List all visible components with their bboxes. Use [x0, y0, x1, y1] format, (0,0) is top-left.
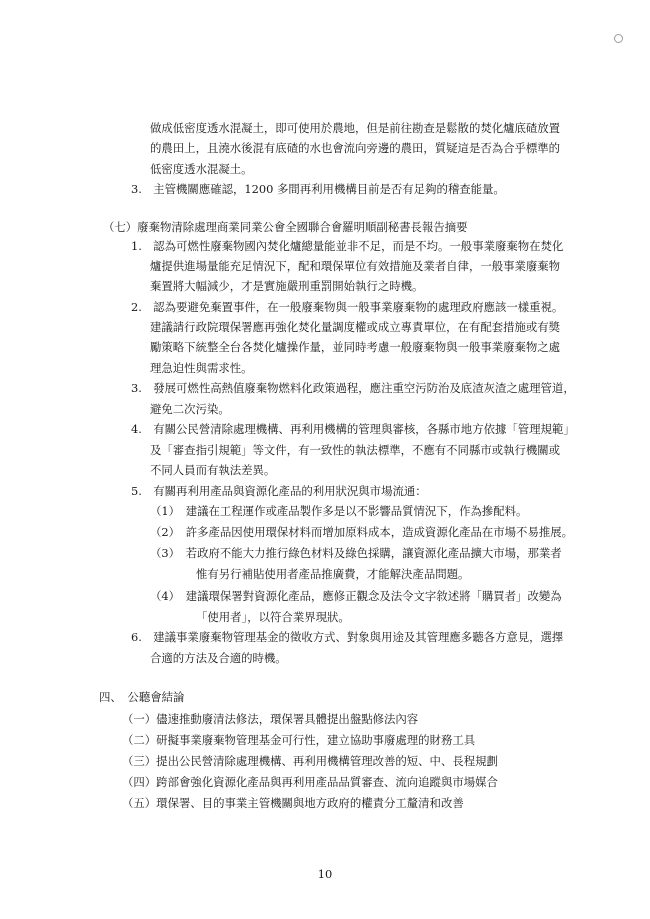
text-line: 棄置將大幅減少，才是實施嚴刑重罰開始執行之時機。 — [150, 279, 424, 293]
text-line: 惟有另行補貼使用者產品推廣費，才能解決產品問題。 — [196, 567, 470, 581]
text-line: 做成低密度透水混凝土，即可使用於農地，但是前往勘查是鬆散的焚化爐底碴放置 — [150, 121, 561, 135]
page-number: 10 — [317, 867, 333, 881]
scan-mark — [614, 34, 623, 43]
text-line: 的農田上，且澆水後混有底碴的水也會流向旁邊的農田，質疑這是否為合乎標準的 — [150, 141, 561, 155]
text-line: （3） 若政府不能大力推行綠色材料及綠色採購，讓資源化產品擴大市場，那業者 — [150, 546, 562, 560]
list-item: （二）研擬事業廢棄物管理基金可行性，建立協助事廢處理的財務工具 — [122, 733, 476, 747]
text-line: 1. 認為可燃性廢棄物國內焚化爐總量能並非不足，而是不均。一般事業廢棄物在焚化 — [131, 239, 564, 253]
text-line: 5. 有關再利用產品與資源化產品的利用狀況與市場流通： — [131, 484, 427, 498]
text-line: （4） 建議環保署對資源化產品，應修正觀念及法令文字敘述將「購買者」改變為 — [150, 589, 562, 603]
list-item: （四）跨部會強化資源化產品與再利用產品品質審查、流向追蹤與市場媒合 — [122, 775, 498, 789]
list-item: （五）環保署、目的事業主管機關與地方政府的權責分工釐清和改善 — [122, 796, 464, 810]
text-line: 4. 有關公民營清除處理機構、再利用機構的管理與審核，各縣市地方依據「管理規範」 — [131, 422, 575, 436]
text-line: （2） 許多產品因使用環保材料而增加原料成本，造成資源化產品在市場不易推展。 — [150, 525, 574, 539]
section-heading: 四、 公聽會結論 — [99, 690, 185, 704]
section-heading: （七）廢棄物清除處理商業同業公會全國聯合會羅明順副秘書長報告摘要 — [103, 220, 468, 234]
list-item: （一）儘速推動廢清法修法，環保署具體提出盤點修法內容 — [122, 712, 419, 726]
list-item: （三）提出公民營清除處理機構、再利用機構管理改善的短、中、長程規劃 — [122, 754, 498, 768]
text-line: 理急迫性與需求性。 — [150, 361, 253, 375]
text-line: 不同人員而有執法差異。 — [150, 463, 276, 477]
text-line: 及「審查指引規範」等文件，有一致性的執法標準，不應有不同縣市或執行機關或 — [150, 443, 561, 457]
text-line: 建議請行政院環保署應再強化焚化量調度權或成立專責單位，在有配套措施或有獎 — [150, 320, 561, 334]
text-line: 避免二次污染。 — [150, 402, 230, 416]
text-line: 爐提供進場量能充足情況下，配和環保單位有效措施及業者自律，一般事業廢棄物 — [150, 259, 561, 273]
text-line: 勵策略下統整全台各焚化爐操作量，並同時考慮一般廢棄物與一般事業廢棄物之處 — [150, 340, 561, 354]
text-line: 3. 主管機關應確認，1200 多間再利用機構目前是否有足夠的稽查能量。 — [131, 182, 505, 196]
text-line: 「使用者」，以符合業界現狀。 — [196, 610, 350, 624]
text-line: 6. 建議事業廢棄物管理基金的徵收方式、對象與用途及其管理應多聽各方意見，選擇 — [131, 630, 564, 644]
text-line: 合適的方法及合適的時機。 — [150, 651, 287, 665]
text-line: 3. 發展可燃性高熱值廢棄物燃料化政策過程，應注重空污防治及底渣灰渣之處理管道， — [131, 381, 575, 395]
text-line: （1） 建議在工程運作或產品製作多是以不影響品質情況下，作為摻配料。 — [150, 504, 528, 518]
text-line: 2. 認為要避免棄置事件，在一般廢棄物與一般事業廢棄物的處理政府應該一樣重視。 — [131, 300, 564, 314]
text-line: 低密度透水混凝土。 — [150, 162, 253, 176]
